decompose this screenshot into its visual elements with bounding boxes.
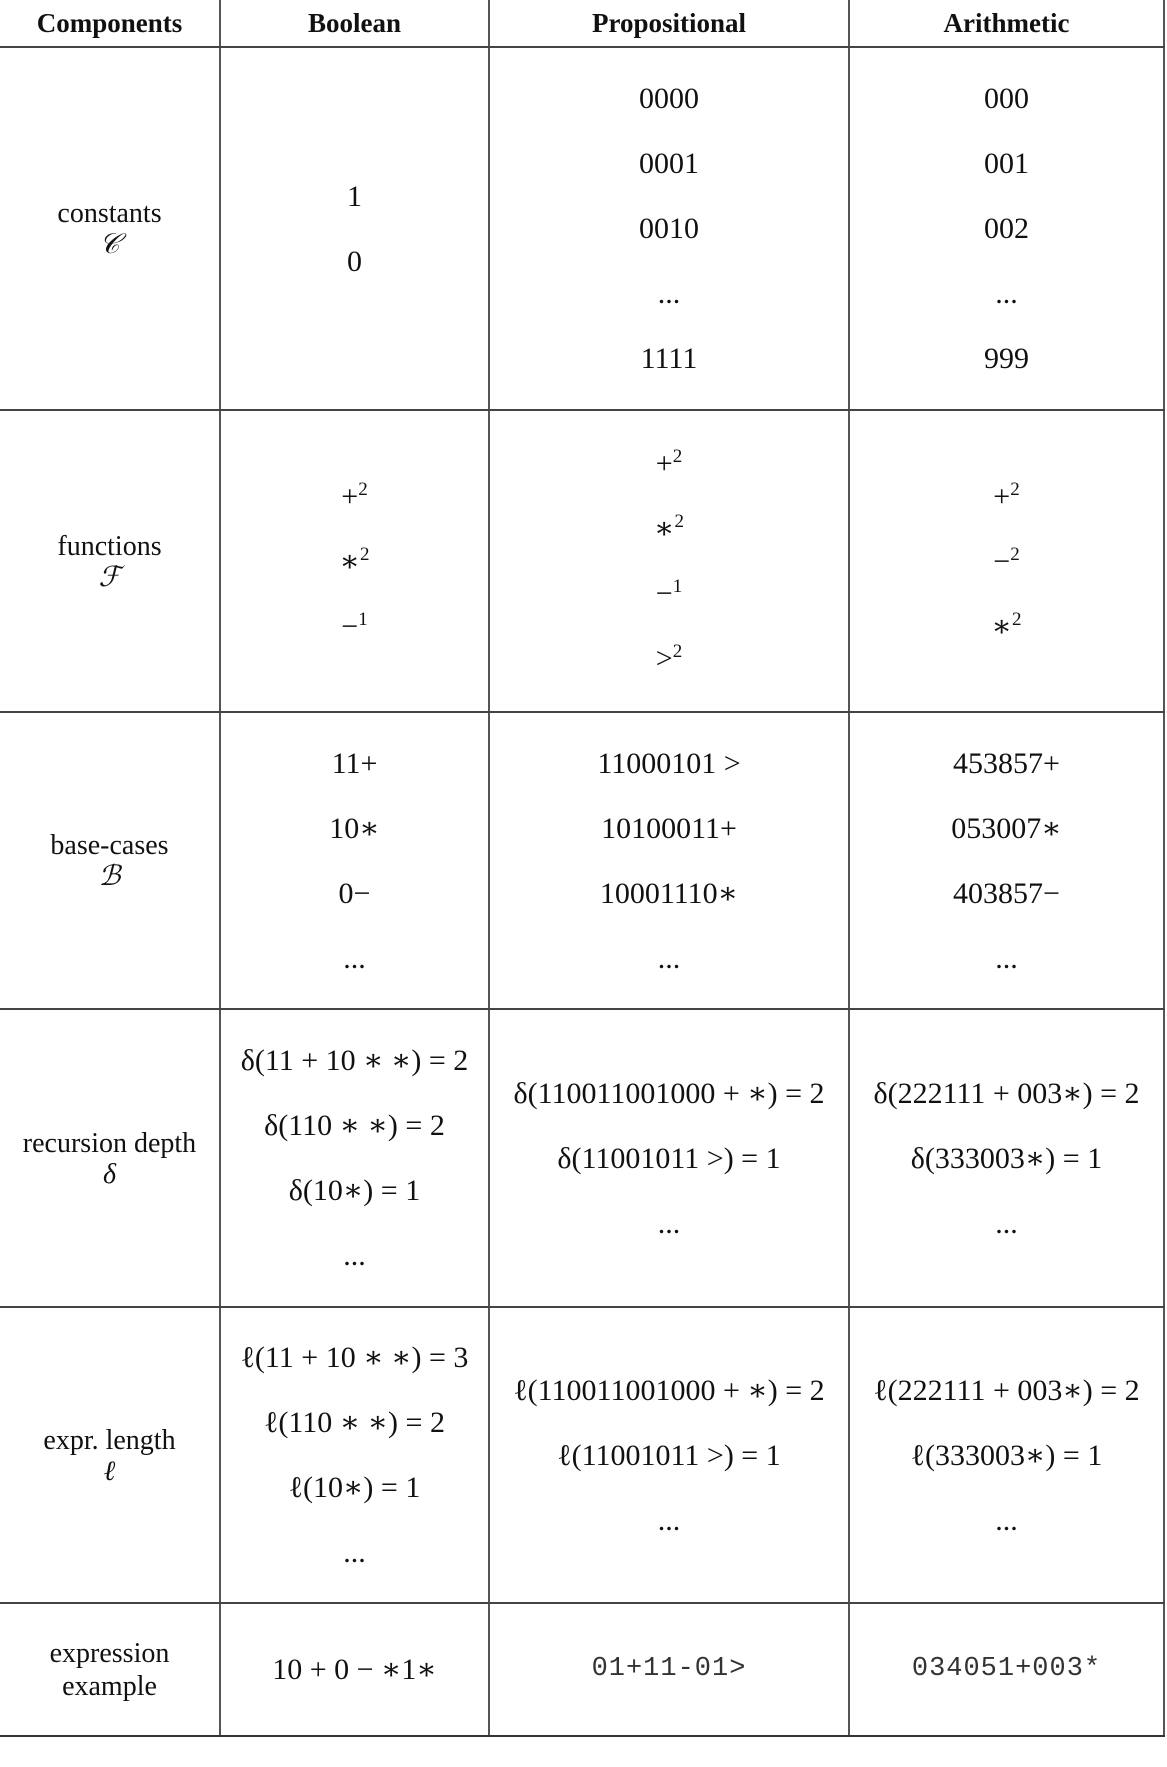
list-item: ℓ(110011001000 + ∗) = 2 bbox=[513, 1373, 825, 1407]
table-row-expr-length bbox=[0, 1308, 1165, 1604]
table-row-recursion-depth bbox=[0, 1010, 1165, 1308]
row-symbol: ℬ bbox=[98, 861, 121, 892]
list-item: ... bbox=[657, 1206, 681, 1240]
row-label-text: expression bbox=[49, 1637, 170, 1669]
function-item: −$^2$ bbox=[993, 543, 1020, 578]
list-item: 10001110∗ bbox=[599, 876, 739, 910]
table-row-expression-example bbox=[0, 1604, 1165, 1737]
list-item: ... bbox=[343, 1239, 366, 1272]
expression-example: 034051+003* bbox=[911, 1654, 1102, 1684]
row-label-text: constants bbox=[57, 198, 162, 229]
function-item: +$^2$ bbox=[993, 478, 1020, 513]
row-label-text: example bbox=[62, 1670, 157, 1702]
row-symbol: ℓ bbox=[103, 1455, 116, 1487]
list-item: δ(10∗) = 1 bbox=[288, 1174, 421, 1207]
arithmetic-cell bbox=[850, 713, 1165, 1008]
propositional-cell bbox=[490, 48, 850, 409]
boolean-cell bbox=[221, 713, 490, 1008]
function-item: +$^2$ bbox=[655, 446, 683, 480]
boolean-cell bbox=[221, 48, 490, 409]
row-label-text: expr. length bbox=[43, 1424, 176, 1456]
list-item: 0010 bbox=[639, 212, 699, 245]
list-item: ℓ(110 ∗ ∗) = 2 bbox=[264, 1406, 445, 1439]
row-label bbox=[0, 1308, 221, 1602]
list-item: ... bbox=[995, 1206, 1018, 1240]
list-item: δ(333003∗) = 1 bbox=[910, 1141, 1103, 1175]
list-item: ... bbox=[343, 941, 366, 975]
function-item: ∗$^2$ bbox=[654, 511, 684, 545]
list-item: 0 bbox=[347, 244, 362, 278]
list-item: δ(110011001000 + ∗) = 2 bbox=[513, 1076, 825, 1110]
function-item: >$^2$ bbox=[655, 641, 683, 675]
list-item: ... bbox=[657, 277, 681, 310]
list-item: ℓ(222111 + 003∗) = 2 bbox=[873, 1373, 1140, 1407]
list-item: 1111 bbox=[640, 342, 698, 375]
arithmetic-cell bbox=[850, 1604, 1165, 1735]
table-row-base-cases bbox=[0, 713, 1165, 1010]
list-item: 10100011+ bbox=[601, 811, 737, 845]
list-item: 1 bbox=[347, 179, 362, 213]
list-item: 10∗ bbox=[329, 811, 380, 845]
list-item: 11000101 > bbox=[597, 746, 741, 780]
row-label bbox=[0, 713, 221, 1008]
list-item: ... bbox=[657, 941, 681, 975]
list-item: 000 bbox=[984, 82, 1029, 115]
list-item: 403857− bbox=[953, 876, 1060, 910]
row-label bbox=[0, 411, 221, 711]
expression-example: 10 + 0 − ∗1∗ bbox=[272, 1653, 437, 1686]
row-label-text: functions bbox=[57, 530, 162, 562]
list-item: 053007∗ bbox=[951, 811, 1062, 845]
header-components: Components bbox=[0, 0, 221, 46]
function-item: −$^1$ bbox=[655, 576, 683, 610]
row-label-text: recursion depth bbox=[22, 1127, 197, 1159]
list-item: 002 bbox=[984, 212, 1029, 245]
boolean-cell bbox=[221, 1308, 490, 1602]
propositional-cell bbox=[490, 411, 850, 711]
list-item: ... bbox=[343, 1536, 366, 1569]
row-label bbox=[0, 1010, 221, 1306]
header-boolean: Boolean bbox=[221, 0, 490, 46]
arithmetic-cell bbox=[850, 1308, 1165, 1602]
list-item: 001 bbox=[984, 147, 1029, 180]
row-label bbox=[0, 1604, 221, 1735]
header-arithmetic: Arithmetic bbox=[850, 0, 1165, 46]
list-item: 0− bbox=[338, 876, 371, 910]
expression-example: 01+11-01> bbox=[591, 1654, 747, 1684]
propositional-cell bbox=[490, 1010, 850, 1306]
arithmetic-cell bbox=[850, 411, 1165, 711]
header-propositional: Propositional bbox=[490, 0, 850, 46]
list-item: δ(11001011 >) = 1 bbox=[557, 1141, 781, 1175]
table-row-functions bbox=[0, 411, 1165, 713]
arithmetic-cell bbox=[850, 48, 1165, 409]
propositional-cell bbox=[490, 1604, 850, 1735]
boolean-cell bbox=[221, 411, 490, 711]
row-symbol: ℱ bbox=[98, 561, 121, 593]
list-item: 11+ bbox=[331, 746, 378, 780]
list-item: ℓ(11 + 10 ∗ ∗) = 3 bbox=[240, 1341, 469, 1374]
list-item: ... bbox=[995, 277, 1018, 310]
list-item: ... bbox=[995, 941, 1018, 975]
function-item: +$^2$ bbox=[341, 478, 368, 513]
table-header bbox=[0, 0, 1165, 48]
list-item: δ(110 ∗ ∗) = 2 bbox=[264, 1109, 445, 1142]
table-row-constants bbox=[0, 48, 1165, 411]
propositional-cell bbox=[490, 713, 850, 1008]
list-item: ... bbox=[657, 1503, 681, 1537]
arithmetic-cell bbox=[850, 1010, 1165, 1306]
function-item: ∗$^2$ bbox=[991, 608, 1022, 643]
list-item: ℓ(10∗) = 1 bbox=[288, 1471, 421, 1504]
list-item: 0000 bbox=[639, 82, 699, 115]
row-symbol: δ bbox=[102, 1158, 116, 1190]
list-item: ℓ(333003∗) = 1 bbox=[910, 1438, 1103, 1472]
propositional-cell bbox=[490, 1308, 850, 1602]
function-item: −$^1$ bbox=[341, 608, 368, 643]
boolean-cell bbox=[221, 1604, 490, 1735]
row-label-text: base-cases bbox=[50, 830, 169, 861]
row-symbol: 𝒞 bbox=[99, 229, 120, 260]
list-item: 999 bbox=[984, 342, 1029, 375]
list-item: δ(222111 + 003∗) = 2 bbox=[873, 1076, 1140, 1110]
row-label bbox=[0, 48, 221, 409]
list-item: 453857+ bbox=[953, 746, 1060, 780]
list-item: δ(11 + 10 ∗ ∗) = 2 bbox=[240, 1044, 469, 1077]
list-item: ... bbox=[995, 1503, 1018, 1537]
function-item: ∗$^2$ bbox=[339, 543, 370, 578]
list-item: ℓ(11001011 >) = 1 bbox=[557, 1438, 781, 1472]
list-item: 0001 bbox=[639, 147, 699, 180]
boolean-cell bbox=[221, 1010, 490, 1306]
